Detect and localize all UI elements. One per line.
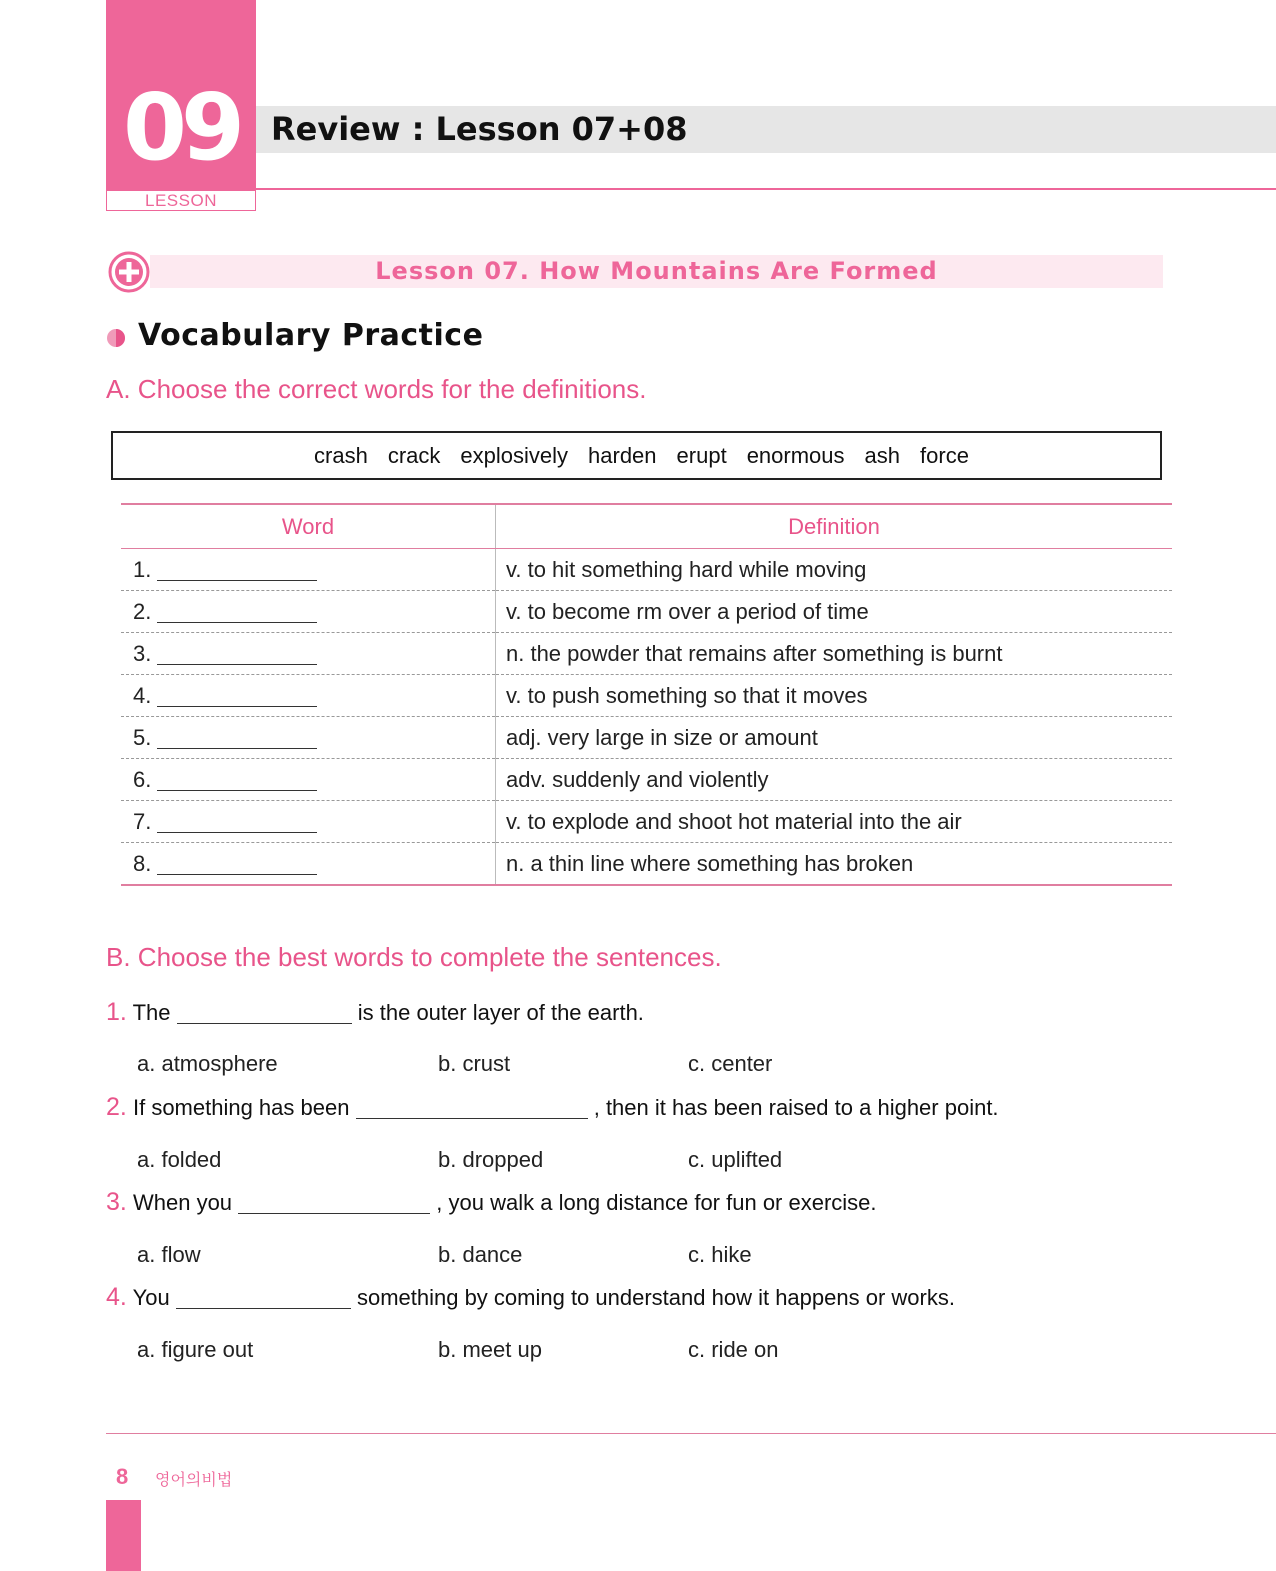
word-bank-item: erupt — [676, 443, 727, 468]
question-text-after: , then it has been raised to a higher point. — [593, 1095, 999, 1120]
question-text-after: something by coming to understand how it happens or works. — [356, 1285, 955, 1310]
answer-blank[interactable] — [157, 812, 317, 833]
lesson-banner — [150, 255, 1163, 288]
lesson-label-box — [106, 190, 256, 211]
header-divider — [256, 188, 1276, 190]
table-row — [121, 675, 1172, 717]
question-text-after: , you walk a long distance for fun or exercise. — [436, 1190, 877, 1215]
word-bank-item: force — [920, 443, 969, 468]
option-c[interactable]: c. center — [688, 1051, 773, 1076]
definition-cell: v. to explode and shoot hot material into the air — [496, 801, 1173, 843]
answer-blank[interactable] — [157, 602, 317, 623]
answer-blank[interactable] — [157, 686, 317, 707]
question-3 — [106, 1188, 877, 1217]
circle-bullet-icon — [106, 328, 126, 348]
table-row — [121, 633, 1172, 675]
definition-cell: n. a thin line where something has broken — [496, 843, 1173, 886]
answer-blank[interactable] — [157, 770, 317, 791]
section-title: Vocabulary Practice — [138, 318, 484, 353]
definition-cell: adv. suddenly and violently — [496, 759, 1173, 801]
question-number: 1. — [106, 998, 127, 1026]
answer-blank[interactable] — [157, 560, 317, 581]
question-number: 4. — [106, 1283, 127, 1311]
question-2 — [106, 1093, 999, 1122]
footer-divider — [106, 1433, 1276, 1434]
question-4 — [106, 1283, 955, 1312]
part-a-title: A. Choose the correct words for the definitions. — [106, 374, 647, 404]
question-number: 3. — [106, 1188, 127, 1216]
definition-cell: v. to become rm over a period of time — [496, 591, 1173, 633]
lesson-label: LESSON — [145, 191, 217, 210]
row-number: 7. — [133, 808, 152, 834]
option-b[interactable]: b. dance — [438, 1242, 523, 1267]
vocabulary-table — [121, 503, 1172, 886]
column-header-word: Word — [121, 504, 496, 549]
option-a[interactable]: a. flow — [137, 1242, 201, 1267]
table-row — [121, 843, 1172, 886]
definition-cell: n. the powder that remains after something is burnt — [496, 633, 1173, 675]
page-number: 8 — [116, 1464, 129, 1489]
word-bank-item: crash — [314, 443, 368, 468]
row-number: 6. — [133, 766, 152, 792]
table-row — [121, 549, 1172, 591]
question-text-before: The — [132, 1000, 171, 1025]
answer-blank[interactable] — [157, 854, 317, 875]
option-b[interactable]: b. crust — [438, 1051, 511, 1076]
question-text-after: is the outer layer of the earth. — [357, 1000, 644, 1025]
page-title: Review : Lesson 07+08 — [271, 110, 688, 148]
answer-blank[interactable] — [176, 1286, 351, 1309]
lesson-number: 09 — [122, 74, 240, 181]
title-band — [256, 106, 1276, 153]
answer-blank[interactable] — [177, 1001, 352, 1024]
table-row — [121, 717, 1172, 759]
word-bank-item: ash — [864, 443, 901, 468]
answer-blank[interactable] — [238, 1191, 430, 1214]
row-number: 5. — [133, 724, 152, 750]
option-b[interactable]: b. dropped — [438, 1147, 544, 1172]
option-a[interactable]: a. atmosphere — [137, 1051, 278, 1076]
column-header-definition: Definition — [496, 504, 1173, 549]
row-number: 3. — [133, 640, 152, 666]
lesson-number-block — [106, 0, 256, 190]
row-number: 4. — [133, 682, 152, 708]
table-row — [121, 591, 1172, 633]
word-bank-item: harden — [588, 443, 657, 468]
row-number: 1. — [133, 556, 152, 582]
option-c[interactable]: c. hike — [688, 1242, 752, 1267]
word-bank-item: enormous — [746, 443, 845, 468]
question-number: 2. — [106, 1093, 127, 1121]
option-b[interactable]: b. meet up — [438, 1337, 542, 1362]
definition-cell: v. to push something so that it moves — [496, 675, 1173, 717]
question-text-before: If something has been — [132, 1095, 350, 1120]
footer-tab — [106, 1500, 141, 1571]
question-text-before: You — [132, 1285, 170, 1310]
word-bank-item: explosively — [460, 443, 569, 468]
word-bank — [111, 431, 1162, 480]
plus-circle-icon — [108, 251, 150, 293]
definition-cell: adj. very large in size or amount — [496, 717, 1173, 759]
answer-blank[interactable] — [157, 728, 317, 749]
lesson-banner-text: Lesson 07. How Mountains Are Formed — [375, 257, 938, 285]
answer-blank[interactable] — [157, 644, 317, 665]
option-a[interactable]: a. folded — [137, 1147, 222, 1172]
question-1 — [106, 998, 644, 1027]
question-text-before: When you — [132, 1190, 233, 1215]
book-title: 영어의비법 — [155, 1472, 233, 1489]
option-a[interactable]: a. figure out — [137, 1337, 254, 1362]
answer-blank[interactable] — [356, 1096, 588, 1119]
row-number: 8. — [133, 850, 152, 876]
table-row — [121, 759, 1172, 801]
row-number: 2. — [133, 598, 152, 624]
part-b-title: B. Choose the best words to complete the sentences. — [106, 942, 722, 972]
option-c[interactable]: c. uplifted — [688, 1147, 783, 1172]
definition-cell: v. to hit something hard while moving — [496, 549, 1173, 591]
option-c[interactable]: c. ride on — [688, 1337, 779, 1362]
table-row — [121, 801, 1172, 843]
word-bank-item: crack — [387, 443, 441, 468]
